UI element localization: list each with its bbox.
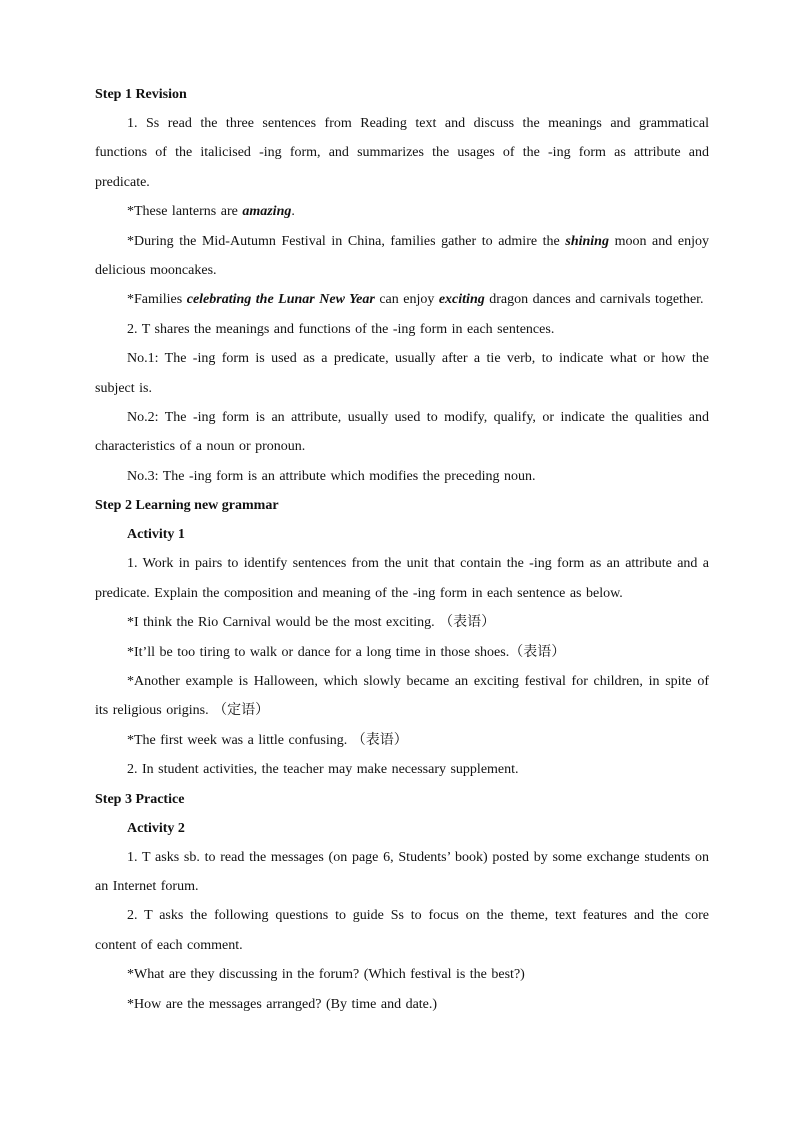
activity-2-heading: Activity 2 [127, 820, 185, 836]
step1-paragraph-1: 1. Ss read the three sentences from Reading text and discuss the meanings and grammatical functions of the italicised -ing form, and summarizes the usages of the -ing form as attribute and predicate. [95, 116, 709, 190]
step2-paragraph-2: 2. In student activities, the teacher may make necessary supplement. [127, 762, 519, 778]
explanation-no1: No.1: The -ing form is used as a predicate, usually after a tie verb, to indicate what or how the subject is. [95, 351, 709, 396]
example-sentence-3 [95, 285, 709, 314]
example-sentence-2 [95, 227, 709, 286]
step3-paragraph-1: 1. T asks sb. to read the messages (on page 6, Students’ book) posted by some exchange students on an Internet forum. [95, 849, 709, 894]
example-3-text-mid: can enjoy [374, 292, 439, 308]
grammar-sentence-4: *The first week was a little confusing. （表语） [127, 732, 408, 748]
step3-paragraph-2: 2. T asks the following questions to guide Ss to focus on the theme, text features and the core content of each comment. [95, 908, 709, 953]
example-sentence-1 [95, 197, 709, 226]
explanation-no2: No.2: The -ing form is an attribute, usually used to modify, qualify, or indicate the qualities and characteristics of a noun or pronoun. [95, 410, 709, 455]
step1-heading: Step 1 Revision [95, 87, 187, 102]
document-page [95, 80, 709, 1019]
example-2-ing-word: shining [565, 233, 609, 249]
guide-question-1: *What are they discussing in the forum? (Which festival is the best?) [127, 967, 525, 983]
example-3-text-pre: *Families [127, 292, 187, 308]
step2-heading: Step 2 Learning new grammar [95, 498, 279, 514]
example-3-ing-phrase: celebrating the Lunar New Year [186, 292, 375, 308]
example-2-text-post: moon and enjoy delicious mooncakes. [95, 233, 709, 279]
grammar-sentence-2: *It’ll be too tiring to walk or dance for a long time in those shoes.（表语） [127, 644, 566, 660]
grammar-sentence-1: *I think the Rio Carnival would be the most exciting. （表语） [127, 615, 496, 631]
step2-paragraph-1: 1. Work in pairs to identify sentences from the unit that contain the -ing form as an attribute and a predicate. Explain the composition and meaning of the -ing form in each sentence as below. [95, 556, 709, 601]
explanation-no3: No.3: The -ing form is an attribute which modifies the preceding noun. [127, 468, 536, 484]
example-3-text-post: dragon dances and carnivals together. [484, 292, 704, 308]
example-1-text-pre: *These lanterns are [127, 204, 243, 220]
example-3-ing-word: exciting [438, 292, 485, 308]
guide-question-2: *How are the messages arranged? (By time and date.) [127, 996, 438, 1012]
step3-heading: Step 3 Practice [95, 791, 185, 807]
activity-1-heading: Activity 1 [127, 527, 185, 543]
example-1-ing-word: amazing [242, 204, 292, 220]
step1-paragraph-2: 2. T shares the meanings and functions of the -ing form in each sentences. [127, 321, 555, 337]
example-2-text-pre: *During the Mid-Autumn Festival in China, families gather to admire the [127, 233, 566, 249]
grammar-sentence-3: *Another example is Halloween, which slowly became an exciting festival for children, in spite of its religious origins. （定语） [95, 673, 709, 719]
example-1-text-post: . [291, 204, 295, 220]
